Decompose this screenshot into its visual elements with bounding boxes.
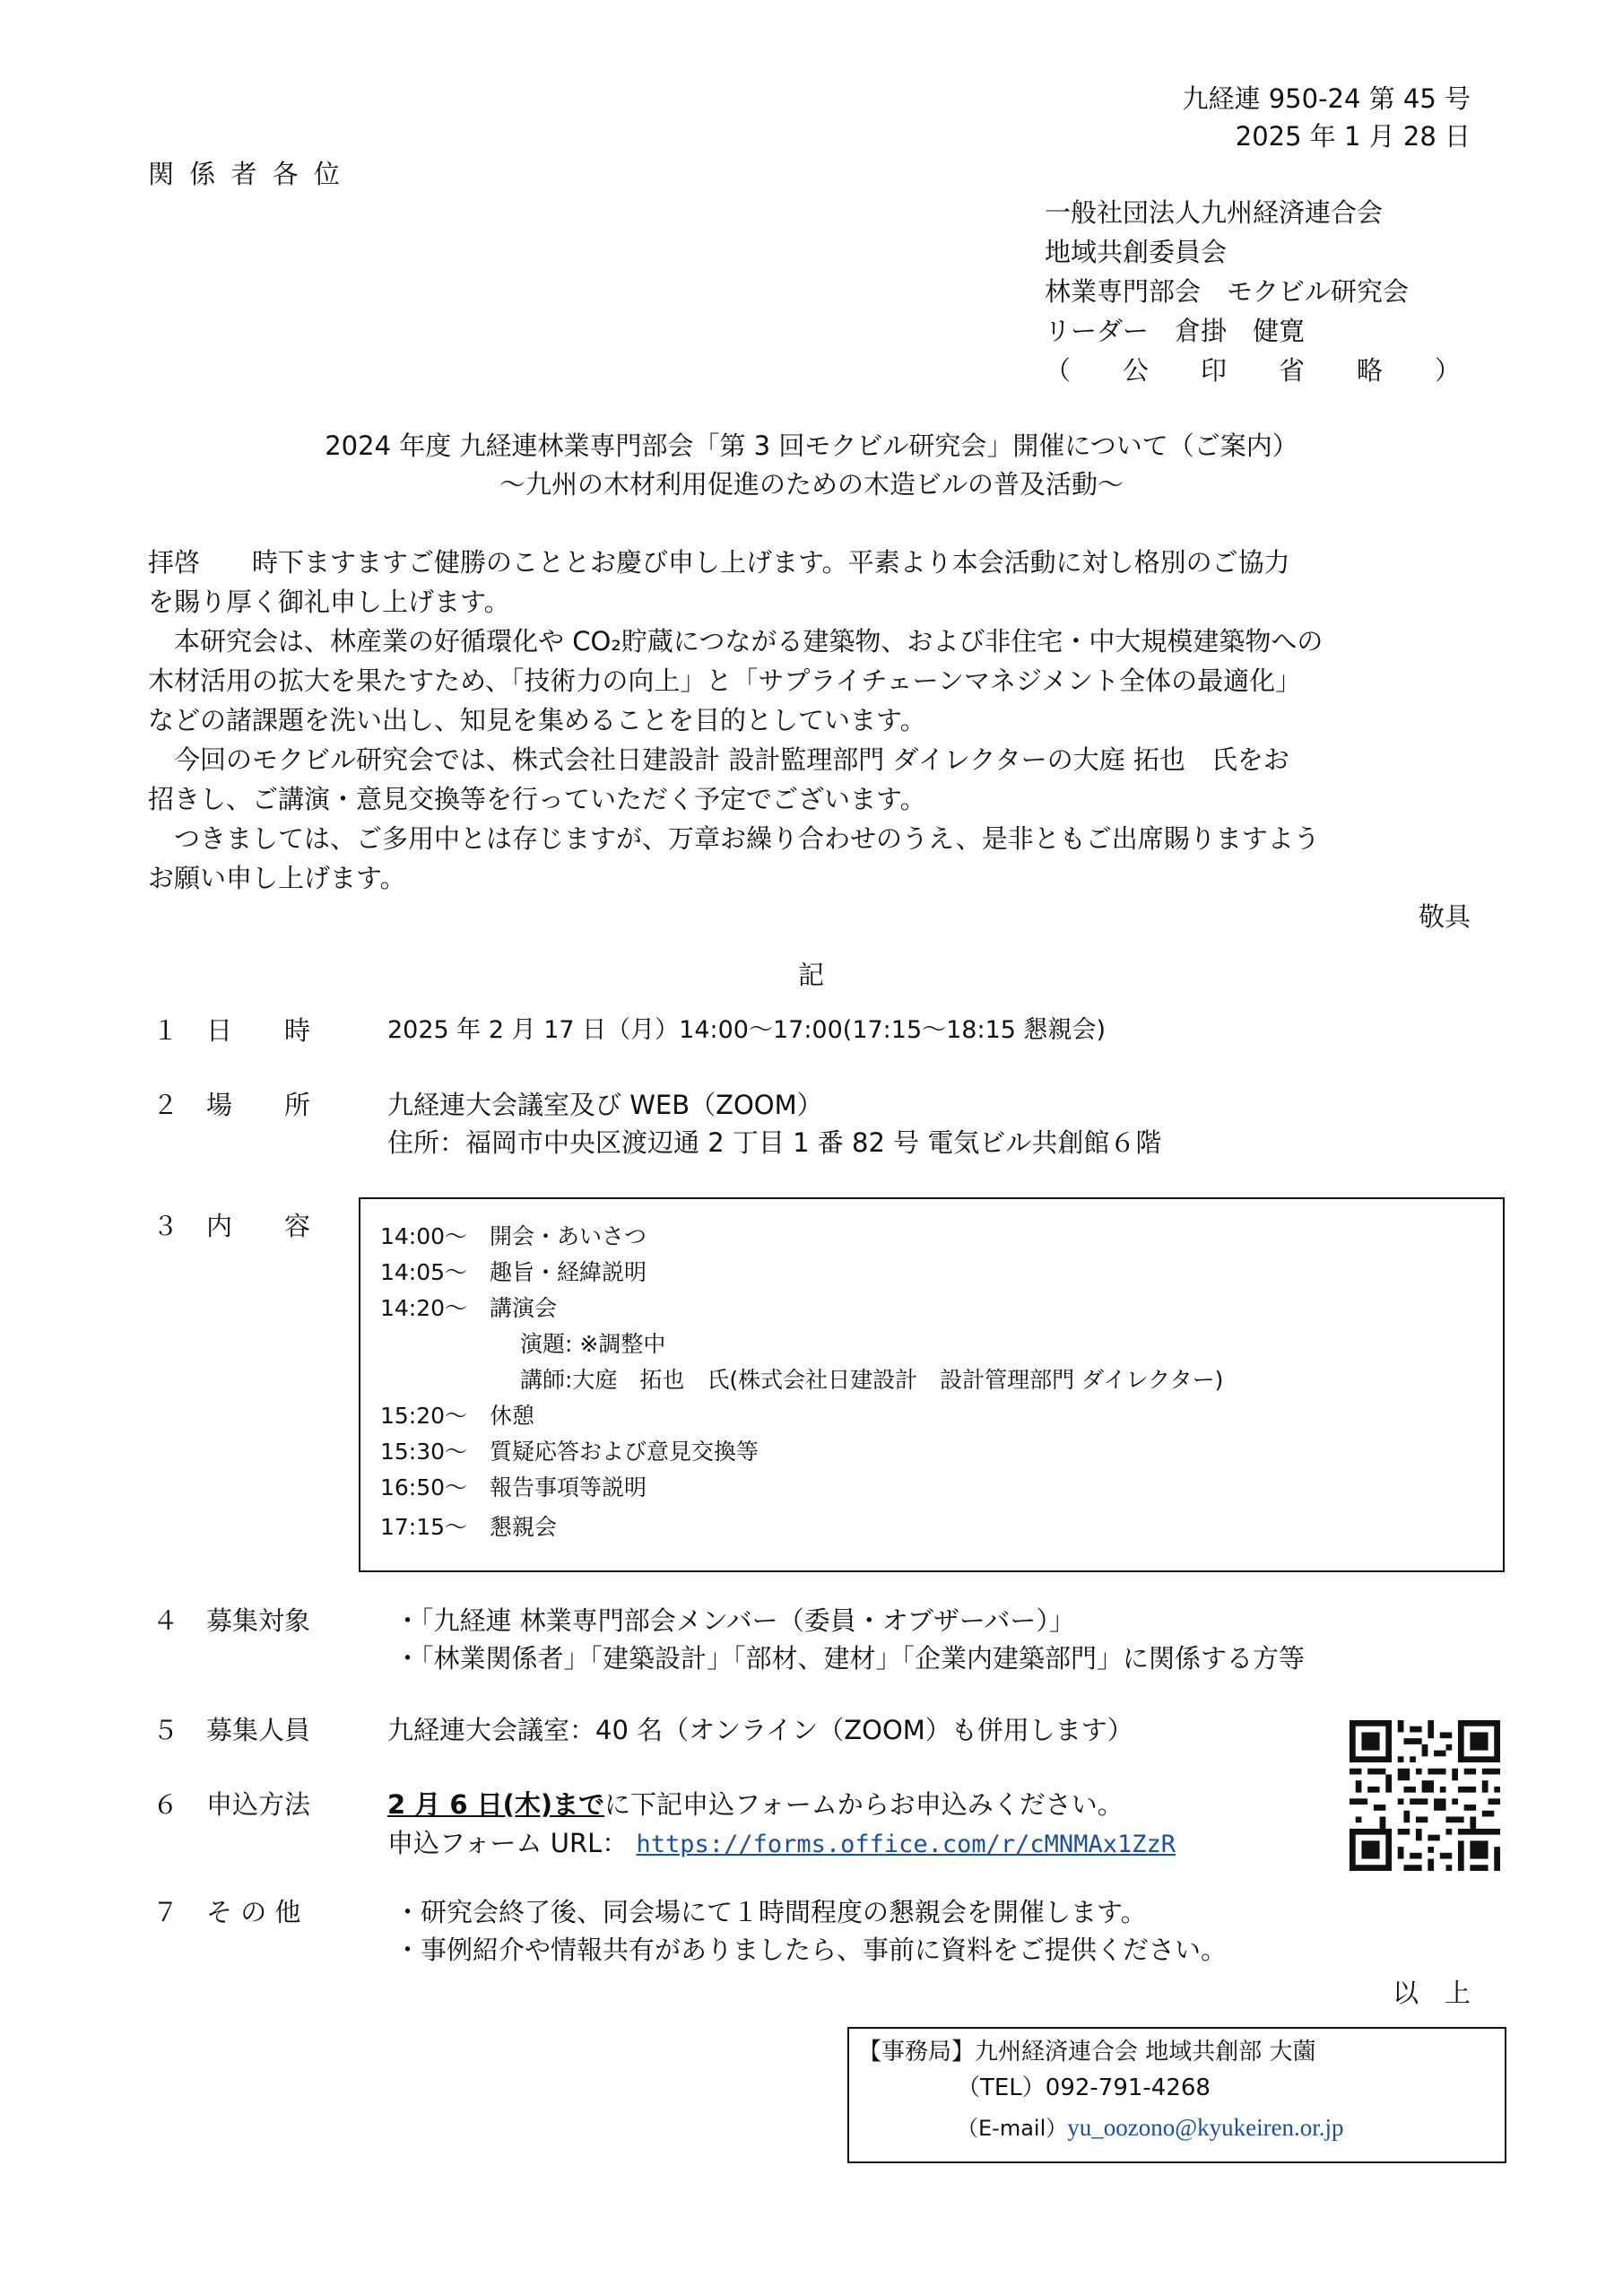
contact-box	[847, 2027, 1506, 2163]
addressee: 関 係 者 各 位	[148, 159, 343, 189]
document-title: 2024 年度 九経連林業専門部会「第 3 回モクビル研究会」開催について（ご案内）	[325, 430, 1298, 461]
sender-block	[1045, 193, 1461, 390]
application-deadline: 2 月 6 日(木)まで	[387, 1789, 605, 1820]
schedule-box	[359, 1197, 1505, 1572]
schedule-row	[380, 1326, 1223, 1362]
item-3-number: ３	[152, 1211, 179, 1241]
schedule-time: 15:30～	[380, 1439, 468, 1465]
item-1-label: 日 時	[206, 1015, 311, 1046]
contact-email[interactable]: yu_oozono@kyukeiren.or.jp	[1067, 2114, 1344, 2141]
sender-leader: リーダー 倉掛 健寛	[1045, 316, 1306, 346]
schedule-time: 14:20～	[380, 1295, 468, 1321]
item-2-label: 場 所	[206, 1090, 311, 1120]
item-6-label: 申込方法	[206, 1789, 311, 1820]
item-1-number: １	[152, 1015, 179, 1046]
body-line: 木材活用の拡大を果たすため、「技術力の向上」と「サプライチェーンマネジメント全体の最適化」	[148, 665, 1302, 696]
item-4-label: 募集対象	[206, 1605, 311, 1636]
item-4-number: ４	[152, 1605, 179, 1636]
contact-email-row	[858, 2109, 1344, 2146]
schedule-row	[380, 1291, 1223, 1326]
schedule-time: 14:05～	[380, 1259, 468, 1285]
item-4-value-2: ・「林業関係者」「建築設計」「部材、建材」「企業内建築部門」に関係する方等	[395, 1643, 1306, 1674]
schedule-row	[380, 1398, 1223, 1434]
item-6-url-row	[387, 1823, 1176, 1865]
schedule-time: 14:00～	[380, 1223, 468, 1249]
schedule-text: 報告事項等説明	[490, 1474, 647, 1500]
document-date: 2025 年 1 月 28 日	[1235, 121, 1471, 152]
body-line: などの諸課題を洗い出し、知見を集めることを目的としています。	[148, 705, 926, 735]
schedule-row	[380, 1434, 1223, 1470]
schedule-time: 17:15～	[380, 1514, 468, 1540]
item-7-number: ７	[152, 1897, 179, 1927]
body-line: 本研究会は、林産業の好循環化や CO₂貯蔵につながる建築物、および非住宅・中大規模建築物への	[148, 626, 1324, 657]
schedule-text: 講師:大庭 拓也 氏(株式会社日建設計 設計管理部門 ダイレクター)	[520, 1367, 1224, 1393]
sender-organization: 一般社団法人九州経済連合会	[1045, 197, 1384, 228]
schedule-row	[380, 1219, 1223, 1255]
item-6-value	[387, 1785, 1124, 1824]
schedule-text: 趣旨・経緯説明	[490, 1259, 647, 1285]
document-subtitle: ～九州の木材利用促進のための木造ビルの普及活動～	[499, 469, 1124, 500]
item-2-address: 住所：福岡市中央区渡辺通 2 丁目 1 番 82 号 電気ビル共創館６階	[387, 1127, 1162, 1158]
schedule-time: 16:50～	[380, 1474, 468, 1500]
schedule-row	[380, 1470, 1223, 1506]
schedule-row	[380, 1362, 1223, 1398]
schedule-text: 演題: ※調整中	[520, 1331, 666, 1357]
item-7-value: ・研究会終了後、同会場にて１時間程度の懇親会を開催します。	[395, 1897, 1147, 1927]
body-line: 拝啓 時下ますますご健勝のこととお慶び申し上げます。平素より本会活動に対し格別のご協力	[148, 547, 1290, 578]
application-instruction: に下記申込フォームからお申込みください。	[604, 1789, 1124, 1820]
schedule-text: 講演会	[490, 1295, 558, 1321]
item-7-label: そ の 他	[206, 1897, 301, 1927]
item-7-value-2: ・事例紹介や情報共有がありましたら、事前に資料をご提供ください。	[395, 1935, 1228, 1965]
item-4-value: ・「九経連 林業専門部会メンバー（委員・オブザーバー）」	[395, 1605, 1075, 1636]
contact-email-label: （E-mail）	[957, 2116, 1068, 2141]
body-line: 招きし、ご講演・意見交換等を行っていただく予定でございます。	[148, 784, 926, 814]
schedule-text: 質疑応答および意見交換等	[490, 1439, 759, 1465]
sender-group: 林業専門部会 モクビル研究会	[1045, 276, 1410, 307]
seal-omitted: （ 公 印 省 略 ）	[1045, 355, 1462, 386]
item-2-number: ２	[152, 1090, 179, 1120]
form-url-label: 申込フォーム URL：	[387, 1828, 629, 1858]
form-url-link[interactable]: https://forms.office.com/r/cMNMAx1ZzR	[636, 1831, 1176, 1858]
body-line: 今回のモクビル研究会では、株式会社日建設計 設計監理部門 ダイレクターの大庭 拓也 氏をお	[148, 744, 1289, 775]
end-mark: 以 上	[1392, 1978, 1471, 2008]
item-2-value: 九経連大会議室及び WEB（ZOOM）	[387, 1090, 823, 1120]
qr-code-icon	[1350, 1720, 1500, 1871]
schedule-row	[380, 1255, 1223, 1291]
ki-heading: 記	[798, 960, 825, 990]
item-5-number: ５	[152, 1715, 179, 1745]
contact-office: 【事務局】九州経済連合会 地域共創部 大薗	[858, 2039, 1316, 2066]
schedule-text: 懇親会	[490, 1514, 558, 1540]
sender-committee: 地域共創委員会	[1045, 237, 1228, 267]
item-5-label: 募集人員	[206, 1715, 311, 1745]
contact-tel: （TEL）092-791-4268	[957, 2074, 1211, 2101]
closing-keigu: 敬具	[1418, 901, 1471, 932]
schedule-text: 休憩	[490, 1403, 535, 1429]
item-6-number: ６	[152, 1789, 179, 1820]
item-1-value: 2025 年 2 月 17 日（月）14:00～17:00(17:15～18:15 懇親会)	[387, 1016, 1107, 1044]
item-5-value: 九経連大会議室：40 名（オンライン（ZOOM）も併用します）	[387, 1715, 1133, 1745]
item-3-label: 内 容	[206, 1211, 311, 1241]
body-line: を賜り厚く御礼申し上げます。	[148, 587, 510, 617]
document-number: 九経連 950-24 第 45 号	[1182, 83, 1471, 114]
contact-lines	[858, 2034, 1344, 2146]
schedule-list	[380, 1219, 1223, 1545]
schedule-time: 15:20～	[380, 1403, 468, 1429]
schedule-row	[380, 1509, 1223, 1545]
body-text	[148, 543, 1323, 898]
body-line: つきましては、ご多用中とは存じますが、万章お繰り合わせのうえ、是非ともご出席賜りますよう	[148, 823, 1320, 854]
schedule-text: 開会・あいさつ	[490, 1223, 647, 1249]
body-line: お願い申し上げます。	[148, 863, 406, 893]
